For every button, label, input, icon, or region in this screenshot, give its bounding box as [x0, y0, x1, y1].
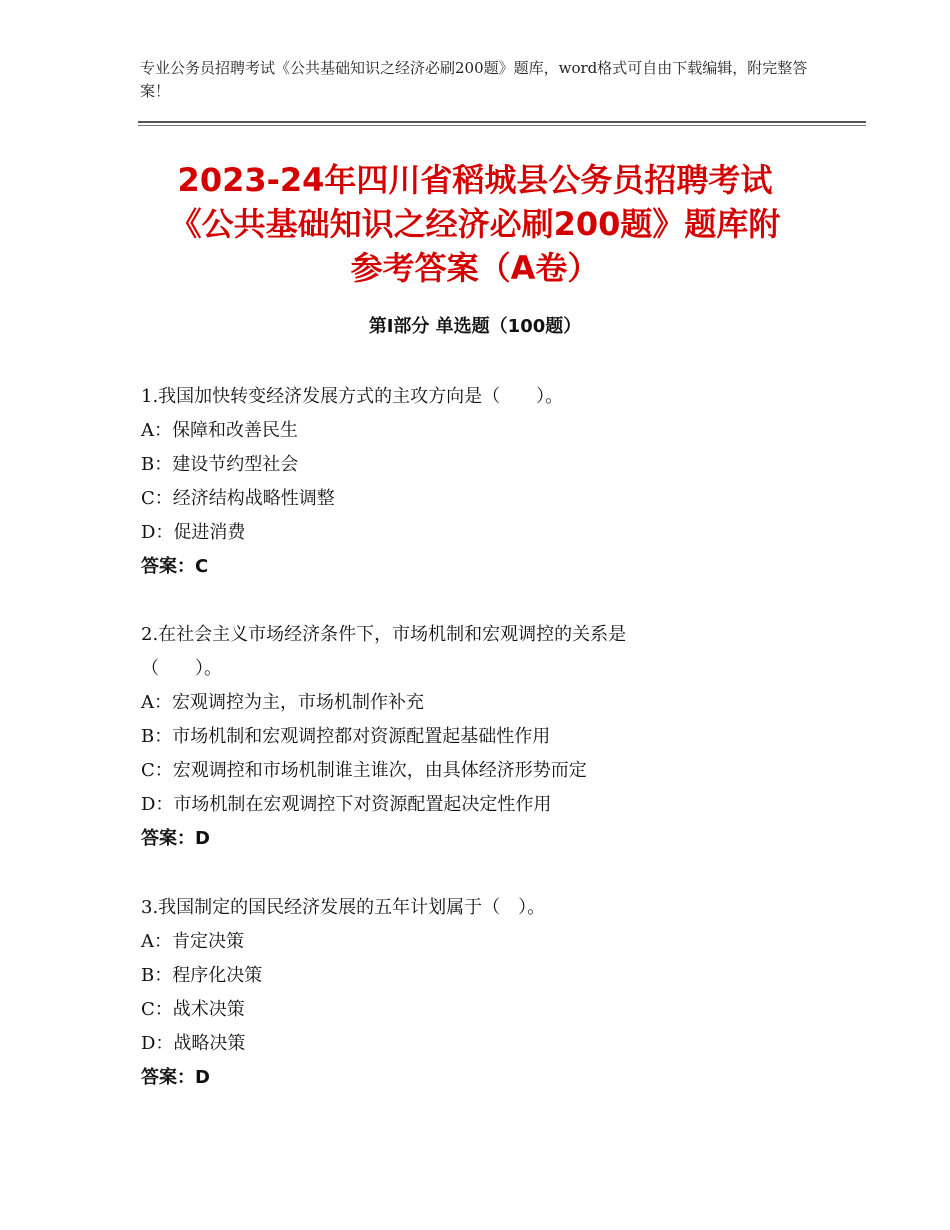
answer: 答案：D [141, 828, 210, 849]
question-1 [141, 380, 841, 584]
header-divider-thin [138, 125, 866, 126]
option-d: D：促进消费 [141, 522, 246, 543]
answer: 答案：C [141, 556, 209, 577]
header-note: 专业公务员招聘考试《公共基础知识之经济必刷200题》题库，word格式可自由下载编辑，附完整答案！ [140, 59, 808, 100]
question-2 [141, 618, 841, 856]
option-c: C：战术决策 [141, 999, 245, 1020]
option-a: A：保障和改善民生 [141, 420, 298, 441]
question-stem: 2.在社会主义市场经济条件下，市场机制和宏观调控的关系是 [141, 624, 627, 645]
option-c: C：经济结构战略性调整 [141, 488, 335, 509]
title-line-1: 2023-24年四川省稻城县公务员招聘考试 [177, 161, 773, 199]
option-b: B：市场机制和宏观调控都对资源配置起基础性作用 [141, 726, 551, 747]
title-line-3: 参考答案（A卷） [350, 249, 600, 287]
answer: 答案：D [141, 1067, 210, 1088]
question-stem: 1.我国加快转变经济发展方式的主攻方向是（ ）。 [141, 386, 564, 407]
title-line-2: 《公共基础知识之经济必刷200题》题库附 [169, 205, 781, 243]
option-d: D：市场机制在宏观调控下对资源配置起决定性作用 [141, 794, 552, 815]
option-a: A：宏观调控为主，市场机制作补充 [141, 692, 424, 713]
question-stem: 3.我国制定的国民经济发展的五年计划属于（ ）。 [141, 897, 546, 918]
option-c: C：宏观调控和市场机制谁主谁次，由具体经济形势而定 [141, 760, 587, 781]
question-stem-continuation: （ ）。 [141, 658, 222, 679]
option-b: B：建设节约型社会 [141, 454, 299, 475]
question-3 [141, 891, 841, 1095]
option-a: A：肯定决策 [141, 931, 244, 952]
option-b: B：程序化决策 [141, 965, 263, 986]
document-title [150, 158, 800, 290]
header-divider [138, 121, 866, 123]
option-d: D：战略决策 [141, 1033, 246, 1054]
section-title: 第Ⅰ部分 单选题（100题） [368, 316, 582, 337]
